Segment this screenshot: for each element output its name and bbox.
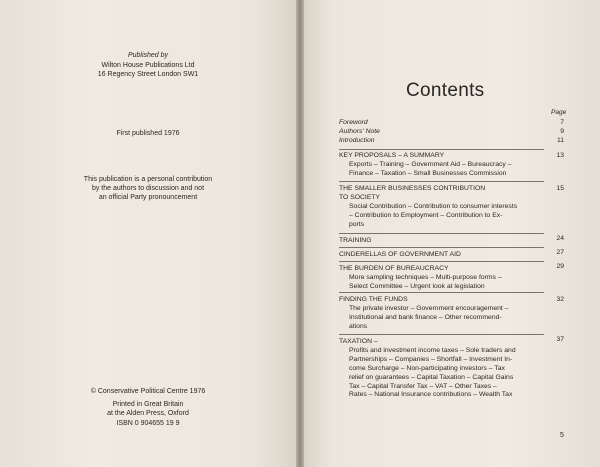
toc-desc-line: Partnerships – Companies – Shortfall – Investment In-	[349, 355, 513, 363]
page-title: Contents	[406, 80, 485, 101]
disclaimer-line: This publication is a personal contribution	[83, 176, 213, 183]
toc-desc-line: – Contribution to Employment – Contribution to Ex-	[349, 211, 503, 219]
toc-page: 7	[560, 119, 564, 126]
toc-desc-line: relief on guarantees – Capital Taxation – Capital Gains	[349, 373, 514, 381]
divider	[339, 292, 544, 293]
divider	[339, 247, 544, 248]
toc-page: 29	[556, 263, 564, 270]
toc-heading: FINDING THE FUNDS	[339, 296, 408, 303]
disclaimer-line: an official Party pronouncement	[98, 194, 198, 201]
toc-desc-line: Select Committee – Urgent look at legislation	[349, 282, 485, 290]
divider	[339, 149, 544, 150]
toc-entry-introduction: Introduction	[339, 137, 375, 144]
toc-page: 13	[556, 152, 564, 159]
divider	[339, 181, 544, 182]
toc-page: 37	[556, 336, 564, 343]
publisher-name: Wilton House Publications Ltd	[101, 62, 195, 69]
toc-section-cinderellas	[339, 251, 538, 260]
toc-section-training	[339, 237, 538, 246]
page-column-header: Page	[551, 109, 567, 116]
toc-entry-authors-note: Authors' Note	[339, 128, 380, 135]
toc-desc-line: Tax – Capital Transfer Tax – VAT – Other Taxes –	[349, 382, 497, 390]
isbn: ISBN 0 904655 19 9	[116, 420, 180, 427]
page-number: 5	[560, 432, 564, 439]
divider	[339, 261, 544, 262]
toc-desc-line: Finance – Taxation – Small Businesses Commission	[349, 169, 507, 177]
gutter	[296, 0, 304, 467]
copyright: © Conservative Political Centre 1976	[90, 388, 206, 395]
toc-heading: THE BURDEN OF BUREAUCRACY	[339, 265, 449, 272]
toc-section-contribution	[339, 185, 538, 230]
toc-desc-line: Institutional and bank finance – Other recommend-	[349, 313, 502, 321]
left-page	[0, 0, 296, 467]
divider	[339, 233, 544, 234]
toc-page: 32	[556, 296, 564, 303]
toc-desc-line: Profits and investment income taxes – Sole traders and	[349, 346, 516, 354]
toc-heading: KEY PROPOSALS – A SUMMARY	[339, 152, 445, 159]
toc-section-bureaucracy	[339, 265, 538, 292]
toc-section-taxation	[339, 338, 538, 400]
toc-page: 9	[560, 128, 564, 135]
toc-heading-cont: TO SOCIETY	[339, 193, 381, 201]
toc-heading: TRAINING	[339, 237, 372, 244]
toc-desc-line: ports	[349, 220, 365, 228]
disclaimer-line: by the authors to discussion and not	[91, 185, 205, 192]
toc-desc-line: Social Contribution – Contribution to consumer interests	[349, 202, 518, 210]
toc-page: 24	[556, 235, 564, 242]
printed-line: at the Alden Press, Oxford	[107, 410, 189, 417]
toc-desc-line: Exports – Training – Government Aid – Bureaucracy –	[349, 160, 512, 168]
divider	[339, 334, 544, 335]
toc-heading: CINDERELLAS OF GOVERNMENT AID	[339, 251, 461, 258]
toc-entry-foreword: Foreword	[339, 119, 368, 126]
toc-heading: TAXATION –	[339, 338, 378, 345]
toc-page: 11	[556, 137, 564, 144]
publisher-address: 16 Regency Street London SW1	[97, 71, 199, 78]
toc-desc-line: More sampling techniques – Multi-purpose forms –	[349, 273, 502, 281]
published-by: Published by	[127, 52, 169, 59]
toc-section-key-proposals	[339, 152, 538, 179]
toc-desc-line: Rates – National Insurance contributions – Wealth Tax	[349, 391, 513, 399]
toc-heading: THE SMALLER BUSINESSES CONTRIBUTION	[339, 185, 486, 192]
printed-line: Printed in Great Britain	[112, 401, 184, 408]
toc-desc-line: The private investor – Government encouragement –	[349, 304, 509, 312]
first-published: First published 1976	[116, 130, 180, 137]
toc-desc-line: come Surcharge – Non-participating investors – Tax	[349, 364, 505, 372]
toc-desc-line: ations	[349, 322, 368, 330]
toc-section-funds	[339, 296, 538, 332]
toc-page: 27	[556, 249, 564, 256]
toc-page: 15	[556, 185, 564, 192]
